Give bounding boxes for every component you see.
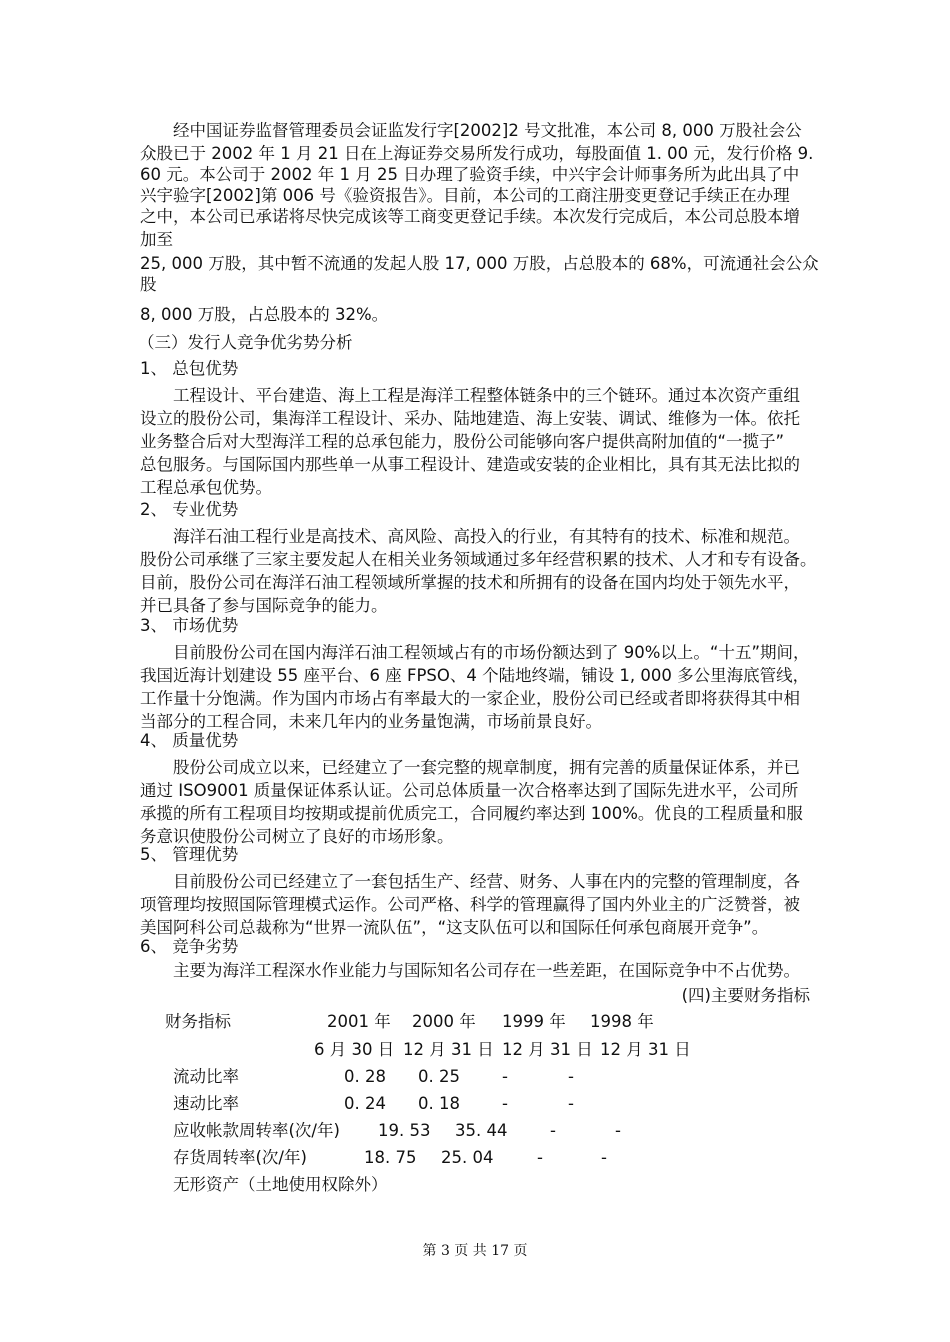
table-cell: 35. 44: [455, 1121, 508, 1140]
paragraph-line: 股份公司成立以来，已经建立了一套完整的规章制度，拥有完善的质量保证体系，并已: [173, 758, 800, 777]
table-cell: -: [502, 1094, 508, 1113]
paragraph-line: 目前股份公司已经建立了一套包括生产、经营、财务、人事在内的完整的管理制度，各: [173, 872, 800, 891]
table-cell: -: [615, 1121, 621, 1140]
paragraph-line: 海洋石油工程行业是高技术、高风险、高投入的行业，有其特有的技术、标准和规范。: [173, 527, 800, 546]
table-row-label: 无形资产（土地使用权除外）: [173, 1175, 388, 1194]
table-row-label: 流动比率: [173, 1067, 239, 1086]
table-cell: -: [502, 1067, 508, 1086]
table-cell: 19. 53: [378, 1121, 431, 1140]
table-cell: 0. 18: [418, 1094, 460, 1113]
item-heading: 2、 专业优势: [140, 500, 239, 519]
paragraph-line: 经中国证券监督管理委员会证监发行字[2002]2 号文批准，本公司 8, 000 万股社会公: [173, 121, 802, 140]
table-row-label: 存货周转率(次/年): [173, 1148, 307, 1167]
paragraph-line: 总包服务。与国际国内那些单一从事工程设计、建造或安装的企业相比，具有其无法比拟的: [140, 455, 800, 474]
table-cell: 0. 28: [344, 1067, 386, 1086]
paragraph-line: 股份公司承继了三家主要发起人在相关业务领域通过多年经营积累的技术、人才和专有设备。: [140, 550, 817, 569]
table-date: 12 月 31 日: [403, 1040, 494, 1059]
table-cell: -: [601, 1148, 607, 1167]
table-date: 12 月 31 日: [502, 1040, 593, 1059]
paragraph-line: 项管理均按照国际管理模式运作。公司严格、科学的管理赢得了国内外业主的广泛赞誉，被: [140, 895, 800, 914]
table-year: 2001 年: [327, 1012, 391, 1031]
table-cell: -: [568, 1094, 574, 1113]
paragraph-line: 之中，本公司已承诺将尽快完成该等工商变更登记手续。本次发行完成后，本公司总股本增: [140, 207, 800, 226]
paragraph-line: 通过 ISO9001 质量保证体系认证。公司总体质量一次合格率达到了国际先进水平，公司所: [140, 781, 799, 800]
table-year: 1999 年: [502, 1012, 566, 1031]
paragraph-line: 25, 000 万股，其中暂不流通的发起人股 17, 000 万股，占总股本的 68%，可流通社会公众: [140, 254, 819, 273]
paragraph-line: 工作量十分饱满。作为国内市场占有率最大的一家企业，股份公司已经或者即将获得其中相: [140, 689, 800, 708]
paragraph-line: 主要为海洋工程深水作业能力与国际知名公司存在一些差距，在国际竞争中不占优势。: [173, 961, 800, 980]
paragraph-line: 设立的股份公司，集海洋工程设计、采办、陆地建造、海上安装、调试、维修为一体。依托: [140, 409, 800, 428]
item-heading: 1、 总包优势: [140, 359, 239, 378]
paragraph-line: 工程设计、平台建造、海上工程是海洋工程整体链条中的三个链环。通过本次资产重组: [173, 386, 800, 405]
paragraph-line: 加至: [140, 230, 173, 249]
table-year: 1998 年: [590, 1012, 654, 1031]
item-heading: 4、 质量优势: [140, 731, 239, 750]
table-cell: -: [568, 1067, 574, 1086]
paragraph-line: 目前，股份公司在海洋石油工程领域所掌握的技术和所拥有的设备在国内均处于领先水平，: [140, 573, 800, 592]
table-cell: 18. 75: [364, 1148, 417, 1167]
item-heading: 5、 管理优势: [140, 845, 239, 864]
paragraph-line: 60 元。本公司于 2002 年 1 月 25 日办理了验资手续，中兴宇会计师事务所为此出具了中: [140, 165, 800, 184]
table-cell: 0. 24: [344, 1094, 386, 1113]
item-heading: 3、 市场优势: [140, 616, 239, 635]
table-cell: -: [537, 1148, 543, 1167]
paragraph-line: 众股已于 2002 年 1 月 21 日在上海证券交易所发行成功，每股面值 1. 00 元，发行价格 9.: [140, 144, 814, 163]
paragraph-line: 业务整合后对大型海洋工程的总承包能力，股份公司能够向客户提供高附加值的“一揽子”: [140, 432, 785, 451]
paragraph-line: 我国近海计划建设 55 座平台、6 座 FPSO、4 个陆地终端，铺设 1, 000 多公里海底管线，: [140, 666, 810, 685]
page-footer: 第 3 页 共 17 页: [422, 1243, 528, 1259]
paragraph-line: 并已具备了参与国际竞争的能力。: [140, 596, 388, 615]
paragraph-line: 兴宇验字[2002]第 006 号《验资报告》。目前，本公司的工商注册变更登记手续正在办理: [140, 186, 790, 205]
paragraph-line: 承揽的所有工程项目均按期或提前优质完工，合同履约率达到 100%。优良的工程质量和服: [140, 804, 803, 823]
table-date: 6 月 30 日: [314, 1040, 395, 1059]
item-heading: 6、 竞争劣势: [140, 937, 239, 956]
section-heading: （三）发行人竞争优劣势分析: [138, 333, 353, 352]
table-date: 12 月 31 日: [600, 1040, 691, 1059]
table-year: 2000 年: [412, 1012, 476, 1031]
paragraph-line: 目前股份公司在国内海洋石油工程领域占有的市场份额达到了 90%以上。“十五”期间，: [173, 643, 810, 662]
section-heading: (四)主要财务指标: [681, 986, 810, 1005]
table-header-label: 财务指标: [165, 1012, 231, 1031]
paragraph-line: 当部分的工程合同，未来几年内的业务量饱满，市场前景良好。: [140, 712, 602, 731]
paragraph-line: 美国阿科公司总裁称为“世界一流队伍”，“这支队伍可以和国际任何承包商展开竞争”。: [140, 918, 769, 937]
table-cell: 0. 25: [418, 1067, 460, 1086]
paragraph-line: 8, 000 万股，占总股本的 32%。: [140, 305, 389, 324]
table-cell: -: [550, 1121, 556, 1140]
paragraph-line: 务意识使股份公司树立了良好的市场形象。: [140, 827, 454, 846]
table-row-label: 速动比率: [173, 1094, 239, 1113]
paragraph-line: 股: [140, 275, 157, 294]
paragraph-line: 工程总承包优势。: [140, 478, 272, 497]
table-row-label: 应收帐款周转率(次/年): [173, 1121, 340, 1140]
table-cell: 25. 04: [441, 1148, 494, 1167]
